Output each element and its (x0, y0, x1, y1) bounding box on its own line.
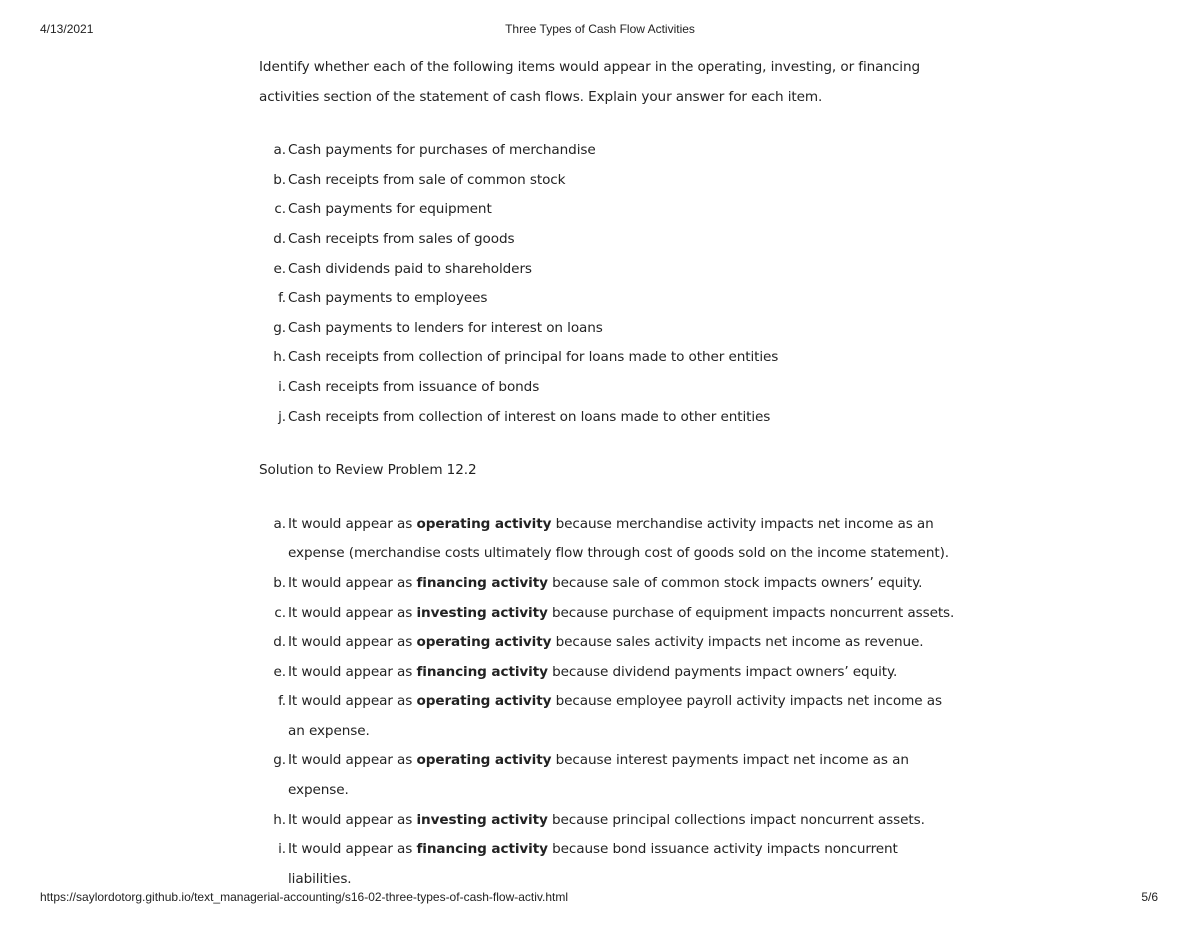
item-marker: i. (278, 378, 286, 395)
solution-item (259, 835, 959, 894)
solution-prefix: It would appear as (288, 811, 417, 828)
print-header (0, 22, 1200, 38)
solution-reason: because bond issuance activity impacts noncurrent liabilities. (288, 841, 898, 887)
list-item (259, 255, 959, 285)
solution-prefix: It would appear as (288, 752, 417, 769)
activity-label: operating activity (416, 752, 552, 769)
item-text: Cash receipts from collection of interest on loans made to other entities (288, 408, 771, 425)
item-marker: c. (274, 201, 286, 218)
solution-item (259, 806, 959, 836)
activity-label: operating activity (416, 515, 552, 532)
solution-item (259, 628, 959, 658)
item-text: Cash payments to employees (288, 290, 488, 307)
solution-prefix: It would appear as (288, 574, 417, 591)
item-text: Cash dividends paid to shareholders (288, 260, 532, 277)
solution-marker: i. (278, 841, 286, 858)
list-item (259, 225, 959, 255)
solution-item (259, 569, 959, 599)
intro-paragraph: Identify whether each of the following items would appear in the operating, investing, or financing activities section of the statement of cash flows. Explain your answer for each item. (259, 59, 921, 105)
activity-label: investing activity (416, 811, 548, 828)
list-item (259, 166, 959, 196)
solution-reason: because employee payroll activity impacts net income as an expense. (288, 693, 942, 739)
solution-prefix: It would appear as (288, 515, 417, 532)
item-marker: j. (278, 408, 286, 425)
activity-label: financing activity (416, 841, 548, 858)
solution-item (259, 510, 959, 569)
solution-prefix: It would appear as (288, 693, 417, 710)
solution-prefix: It would appear as (288, 841, 417, 858)
solution-marker: b. (273, 574, 286, 591)
solutions-list (259, 510, 959, 895)
activity-label: financing activity (416, 574, 548, 591)
solution-marker: e. (273, 663, 286, 680)
list-item (259, 343, 959, 373)
activity-label: investing activity (416, 604, 548, 621)
solution-heading: Solution to Review Problem 12.2 (259, 462, 477, 479)
item-text: Cash receipts from sale of common stock (288, 171, 566, 188)
activity-label: operating activity (416, 693, 552, 710)
page-url: https://saylordotorg.github.io/text_managerial-accounting/s16-02-three-types-of-cash-flow-activ.html (40, 890, 569, 904)
solution-marker: c. (274, 604, 286, 621)
item-marker: b. (273, 171, 286, 188)
solution-marker: g. (273, 752, 286, 769)
list-item (259, 314, 959, 344)
item-text: Cash receipts from issuance of bonds (288, 378, 540, 395)
solution-reason: because principal collections impact noncurrent assets. (547, 811, 925, 828)
solution-reason: because purchase of equipment impacts noncurrent assets. (547, 604, 955, 621)
activity-label: financing activity (416, 663, 548, 680)
solution-item (259, 687, 959, 746)
items-list (259, 136, 959, 432)
item-marker: g. (273, 319, 286, 336)
solution-item (259, 658, 959, 688)
item-text: Cash payments for equipment (288, 201, 492, 218)
item-marker: h. (273, 349, 286, 366)
item-text: Cash receipts from sales of goods (288, 230, 515, 247)
solution-item (259, 599, 959, 629)
item-marker: d. (273, 230, 286, 247)
solution-reason: because sales activity impacts net income as revenue. (551, 634, 924, 651)
solution-reason: because sale of common stock impacts owners’ equity. (547, 574, 923, 591)
solution-marker: a. (273, 515, 286, 532)
solution-prefix: It would appear as (288, 604, 417, 621)
solution-prefix: It would appear as (288, 634, 417, 651)
list-item (259, 136, 959, 166)
list-item (259, 195, 959, 225)
solution-reason: because merchandise activity impacts net income as an expense (merchandise costs ultimately flow through cost of goods sold on the income statement). (288, 515, 949, 562)
page-title: Three Types of Cash Flow Activities (505, 22, 695, 36)
solution-reason: because dividend payments impact owners’ equity. (547, 663, 898, 680)
item-text: Cash receipts from collection of principal for loans made to other entities (288, 349, 779, 366)
list-item (259, 373, 959, 403)
solution-item (259, 746, 959, 805)
page-number: 5/6 (1141, 890, 1158, 904)
document-body (259, 53, 959, 894)
list-item (259, 403, 959, 433)
item-marker: e. (273, 260, 286, 277)
solution-marker: h. (273, 811, 286, 828)
solution-reason: because interest payments impact net income as an expense. (288, 752, 909, 799)
solution-marker: f. (278, 693, 286, 710)
item-text: Cash payments for purchases of merchandise (288, 142, 596, 159)
print-footer (0, 890, 1200, 906)
solution-marker: d. (273, 634, 286, 651)
activity-label: operating activity (416, 634, 552, 651)
item-text: Cash payments to lenders for interest on loans (288, 319, 603, 336)
solution-prefix: It would appear as (288, 663, 417, 680)
list-item (259, 284, 959, 314)
item-marker: a. (273, 142, 286, 159)
print-date: 4/13/2021 (40, 22, 94, 36)
item-marker: f. (278, 290, 286, 307)
